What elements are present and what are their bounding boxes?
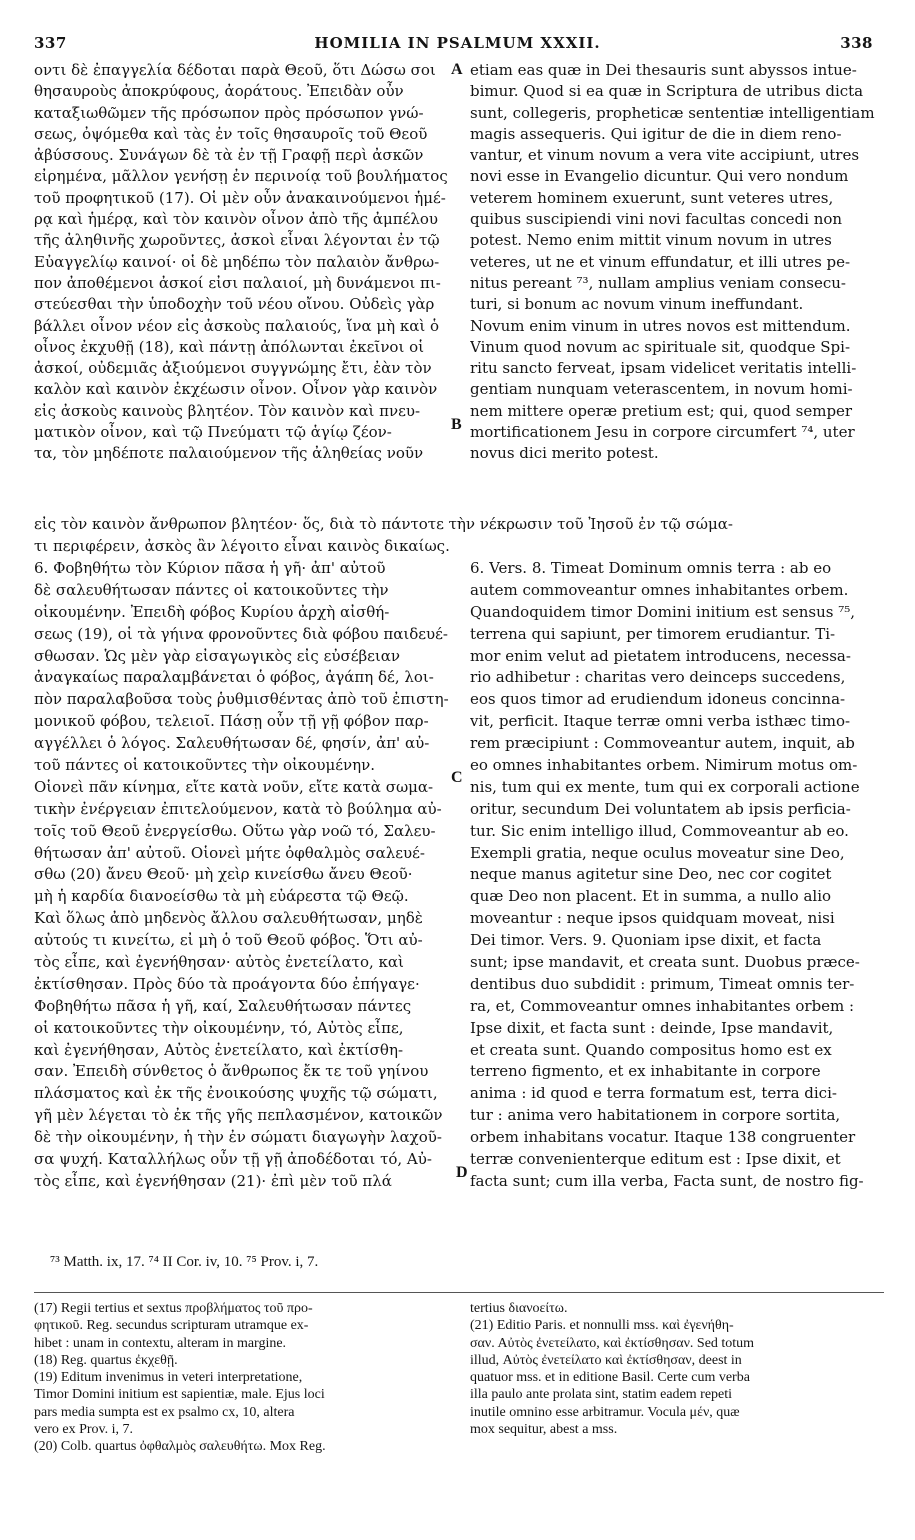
greek-bottom-line: δὲ τὴν οἰκουμένην, ἡ τὴν ἐν σώματι διαγωγὴν λαχοῦ- — [34, 1128, 442, 1147]
notes-left-line: (18) Reg. quartus ἐκχεθῇ. — [34, 1352, 178, 1368]
latin-bottom-line: rem præcipiunt : Commoveantur autem, inquit, ab — [470, 734, 855, 753]
latin-bottom-line: vit, perficit. Itaque terræ omni verba isthæc timo- — [470, 712, 851, 731]
greek-top-line: εἰς ἀσκοὺς καινοὺς βλητέον. Τὸν καινὸν καὶ πνευ- — [34, 401, 421, 420]
latin-bottom-line: 6. Vers. 8. Timeat Dominum omnis terra : ab eo — [470, 559, 832, 577]
latin-column-bottom — [470, 558, 882, 1193]
latin-bottom-line: Exempli gratia, neque oculus moveatur sine Deo, — [470, 843, 845, 862]
notes-left-line: (19) Editum invenimus in veteri interpretatione, — [34, 1370, 303, 1386]
greek-bottom-line: τὸς εἶπε, καὶ ἐγενήθησαν (21)· ἐπὶ μὲν τοῦ πλά — [34, 1171, 392, 1190]
greek-bottom-line: σεως (19), οἱ τὰ γήινα φρονοῦντες διὰ φόβου παιδευέ- — [34, 624, 449, 643]
notes-right-line: (21) Editio Paris. et nonnulli mss. καὶ ἐγενήθη- — [470, 1318, 734, 1334]
latin-top-line: potest. Nemo enim mittit vinum novum in utres — [470, 231, 832, 250]
greek-top-line: πον ἀποθέμενοι ἀσκοί εἰσι παλαιοί, μὴ δυνάμενοι πι- — [34, 273, 441, 292]
greek-bottom-line: πὸν παραλαβοῦσα τοὺς ῥυθμισθέντας ἀπὸ τοῦ ἐπιστη- — [34, 690, 449, 709]
greek-bottom-line: Οἱονεὶ πᾶν κίνημα, εἴτε κατὰ νοῦν, εἴτε κατὰ σωμα- — [34, 777, 434, 796]
latin-top-line: nitus pereant ⁷³, nullam amplius veniam consecu- — [470, 273, 846, 292]
greek-top-line: βάλλει οἶνον νέον εἰς ἀσκοὺς παλαιούς, ἵνα μὴ καὶ ὁ — [34, 316, 440, 335]
greek-top-line: τῆς ἀληθινῆς χωροῦντες, ἀσκοὶ εἶναι λέγονται ἐν τῷ — [34, 231, 440, 250]
footnotes-right — [470, 1300, 884, 1438]
greek-column-top — [34, 60, 462, 465]
left-page-number: 337 — [34, 34, 67, 52]
notes-right-line: tertius διανοείτω. — [470, 1301, 568, 1316]
latin-top-line: bimur. Quod si ea quæ in Scriptura de utribus dicta — [470, 82, 864, 101]
latin-top-line: mortificationem Jesu in corpore circumfert ⁷⁴, uter — [470, 423, 855, 442]
latin-top-line: sunt, collegeris, propheticæ sententiæ intelligentiam — [470, 103, 875, 122]
greek-top-line: οἶνος ἐκχυθῇ (18), καὶ πάντῃ ἀπόλωνται ἐκεῖνοι οἱ — [34, 337, 425, 356]
greek-top-line: σεως, ὀψόμεθα καὶ τὰς ἐν τοῖς θησαυροῖς τοῦ Θεοῦ — [34, 124, 428, 143]
greek-top-line: τοῦ προφητικοῦ (17). Οἱ μὲν οὖν ἀνακαινούμενοι ἡμέ- — [34, 188, 446, 207]
latin-bottom-line: et creata sunt. Quando compositus homo est ex — [470, 1040, 832, 1059]
greek-top-line: Εὐαγγελίῳ καινοί· οἱ δὲ μηδέπω τὸν παλαιὸν ἄνθρω- — [34, 252, 440, 271]
greek-bottom-line: 6. Φοβηθήτω τὸν Κύριον πᾶσα ἡ γῆ· ἀπ' αὐτοῦ — [34, 559, 386, 577]
margin-marker-c: C — [451, 769, 463, 786]
greek-bottom-line: αὐτούς τι κινείτω, εἰ μὴ ὁ τοῦ Θεοῦ φόβος. Ὅτι αὐ- — [34, 931, 423, 950]
latin-top-line: ritu sancto ferveat, ipsam videlicet veritatis intelli- — [470, 359, 857, 378]
latin-top-line: veteres, ut ne et vinum effundatur, et illi utres pe- — [470, 252, 851, 271]
greek-bottom-line: ἀναγκαίως παραλαμβάνεται ὁ φόβος, ἀγάπη δέ, λοι- — [34, 668, 434, 687]
margin-marker-a: A — [451, 61, 463, 78]
greek-bottom-line: αγγέλλει ὁ λόγος. Σαλευθήτωσαν δέ, φησίν, ἀπ' αὐ- — [34, 734, 430, 753]
latin-bottom-line: terræ convenienterque editum est : Ipse dixit, et — [470, 1150, 841, 1169]
latin-bottom-line: neque manus agitetur sine Deo, nec cor cogitet — [470, 865, 832, 884]
greek-bottom-line: καὶ ἐγενήθησαν, Αὐτὸς ἐνετείλατο, καὶ ἐκτίσθη- — [34, 1040, 404, 1059]
latin-bottom-line: Dei timor. Vers. 9. Quoniam ipse dixit, et facta — [470, 931, 822, 950]
greek-bottom-line: μὴ ἡ καρδία διανοείσθω τὰ μὴ εὐάρεστα τῷ Θεῷ. — [34, 887, 409, 906]
latin-bottom-line: quæ Deo non placent. Et in summa, a nullo alio — [470, 887, 832, 906]
greek-bottom-line: τικὴν ἐνέργειαν ἐπιτελούμενον, κατὰ τὸ βούλημα αὐ- — [34, 799, 442, 818]
latin-top-line: etiam eas quæ in Dei thesauris sunt abyssos intue- — [470, 61, 857, 79]
latin-bottom-line: tur : anima vero habitationem in corpore sortita, — [470, 1106, 841, 1125]
margin-marker-d: D — [456, 1164, 468, 1181]
greek-bottom-line: οἰκουμένην. Ἐπειδὴ φόβος Κυρίου ἀρχὴ αἰσθή- — [34, 602, 390, 621]
latin-bottom-line: terrena qui sapiunt, per timorem erudiantur. Ti- — [470, 624, 836, 643]
greek-bottom-line: θήτωσαν ἀπ' αὐτοῦ. Οἱονεὶ μήτε ὀφθαλμὸς σαλευέ- — [34, 843, 425, 862]
running-title: HOMILIA IN PSALMUM XXXII. — [314, 34, 601, 52]
notes-left-line: pars media sumpta est ex psalmo cx, 10, altera — [34, 1404, 295, 1420]
greek-bottom-line: σαν. Ἐπειδὴ σύνθετος ὁ ἄνθρωπος ἔκ τε τοῦ γηίνου — [34, 1062, 429, 1081]
greek-bottom-line: σθω (20) ἄνευ Θεοῦ· μὴ χεὶρ κινείσθω ἄνευ Θεοῦ· — [34, 865, 413, 884]
greek-top-line: ἀσκοί, οὐδεμιᾶς ἀξιούμενοι συγγνώμης ἔτι, ἐὰν τὸν — [34, 359, 432, 378]
greek-span-line: εἰς τὸν καινὸν ἄνθρωπον βλητέον· ὅς, διὰ τὸ πάντοτε τὴν νέκρωσιν τοῦ Ἰησοῦ ἐν τῷ σώμα- — [34, 515, 733, 533]
latin-bottom-line: oritur, secundum Dei voluntatem ab ipsis perficia- — [470, 799, 851, 818]
greek-bottom-line: οἱ κατοικοῦντες τὴν οἰκουμένην, τό, Αὐτὸς εἶπε, — [34, 1018, 404, 1037]
latin-top-line: novi esse in Evangelio dicuntur. Qui vero nondum — [470, 167, 849, 186]
latin-bottom-line: rio adhibetur : charitas vero deinceps succedens, — [470, 668, 846, 687]
right-page-number: 338 — [840, 34, 873, 52]
latin-bottom-line: eos quos timor ad erudiendum idoneus concinna- — [470, 690, 846, 709]
greek-top-line: καλὸν καὶ καινὸν ἐκχέωσιν οἶνον. Οἶνον γὰρ καινὸν — [34, 380, 438, 399]
latin-top-line: quibus suscipiendi vini novi facultas concedi non — [470, 210, 843, 229]
latin-bottom-line: terreno figmento, et ex inhabitante in corpore — [470, 1062, 821, 1081]
greek-top-line: θησαυροὺς ἀποκρύφους, ἀοράτους. Ἐπειδὰν οὖν — [34, 82, 404, 101]
footnotes-left — [34, 1300, 464, 1456]
greek-bottom-line: σθωσαν. Ὡς μὲν γὰρ εἰσαγωγικὸς εἰς εὐσέβειαν — [34, 646, 401, 665]
latin-bottom-line: Ipse dixit, et facta sunt : deinde, Ipse mandavit, — [470, 1018, 834, 1037]
latin-bottom-line: eo omnes inhabitantes orbem. Nimirum motus om- — [470, 756, 858, 775]
latin-bottom-line: moveantur : neque ipsos quidquam moveat, nisi — [470, 909, 835, 928]
notes-right-line: σαν. Αὐτὸς ἐνετείλατο, καὶ ἐκτίσθησαν. Sed totum — [470, 1335, 755, 1351]
latin-top-line: magis assequeris. Qui igitur de die in diem reno- — [470, 124, 842, 143]
margin-marker-b: B — [451, 416, 462, 433]
notes-left-line: (17) Regii tertius et sextus προβλήματος τοῦ προ- — [34, 1301, 313, 1316]
scripture-references: ⁷³ Matth. ix, 17. ⁷⁴ II Cor. iv, 10. ⁷⁵ Prov. i, 7. — [50, 1254, 319, 1270]
latin-bottom-line: orbem inhabitans vocatur. Itaque 138 congruenter — [470, 1128, 856, 1147]
greek-top-line: ρᾳ καὶ ἡμέρᾳ, καὶ τὸν καινὸν οἶνον ἀπὸ τῆς ἀμπέλου — [34, 210, 439, 229]
latin-column-top — [470, 60, 882, 465]
latin-bottom-line: facta sunt; cum illa verba, Facta sunt, de nostro fig- — [470, 1171, 864, 1190]
greek-bottom-line: δὲ σαλευθήτωσαν πάντες οἱ κατοικοῦντες τὴν — [34, 580, 389, 599]
notes-left-line: Timor Domini initium est sapientiæ, male. Ejus loci — [34, 1387, 325, 1403]
greek-column-bottom — [34, 558, 462, 1193]
greek-top-line: οντι δὲ ἐπαγγελία δέδοται παρὰ Θεοῦ, ὅτι Δώσω σοι — [34, 61, 436, 79]
notes-right-line: mox sequitur, abest a mss. — [470, 1422, 618, 1438]
greek-top-line: στεύεσθαι τὴν ὑποδοχὴν τοῦ νέου οἴνου. Οὐδεὶς γὰρ — [34, 295, 435, 314]
greek-spanning-lines — [34, 514, 884, 557]
notes-left-line: hibet : unam in contextu, alteram in margine. — [34, 1335, 287, 1351]
greek-bottom-line: σα ψυχή. Καταλλήλως οὖν τῇ γῇ ἀποδέδοται τό, Αὐ- — [34, 1150, 432, 1169]
latin-bottom-line: dentibus duo subdidit : primum, Timeat omnis ter- — [470, 974, 855, 993]
notes-right-line: illud, Αὐτὸς ἐνετείλατο καὶ ἐκτίσθησαν, deest in — [470, 1352, 742, 1368]
greek-bottom-line: γῆ μὲν λέγεται τὸ ἐκ τῆς γῆς πεπλασμένον, κατοικῶν — [34, 1106, 443, 1125]
latin-top-line: Novum enim vinum in utres novos est mittendum. — [470, 316, 851, 335]
latin-bottom-line: Quandoquidem timor Domini initium est sensus ⁷⁵, — [470, 602, 856, 621]
footnote-separator — [34, 1292, 884, 1293]
latin-top-line: turi, si bonum ac novum vinum ineffundant. — [470, 295, 804, 314]
latin-bottom-line: mor enim velut ad pietatem introducens, necessa- — [470, 646, 851, 665]
greek-bottom-line: Καὶ ὅλως ἀπὸ μηδενὸς ἄλλου σαλευθήτωσαν, μηδὲ — [34, 909, 423, 928]
latin-top-line: nem mittere operæ pretium est; qui, quod semper — [470, 401, 853, 420]
notes-left-line: vero ex Prov. i, 7. — [34, 1422, 134, 1438]
notes-right-line: inutile omnino esse arbitramur. Vocula μέν, quæ — [470, 1404, 740, 1420]
latin-bottom-line: sunt; ipse mandavit, et creata sunt. Duobus præce- — [470, 953, 860, 972]
latin-top-line: novus dici merito potest. — [470, 444, 659, 463]
latin-top-line: gentiam nunquam veterascentem, in novum homi- — [470, 380, 853, 399]
latin-bottom-line: tur. Sic enim intelligo illud, Commoveantur ab eo. — [470, 821, 849, 840]
greek-bottom-line: Φοβηθήτω πᾶσα ἡ γῆ, καί, Σαλευθήτωσαν πάντες — [34, 996, 412, 1015]
latin-bottom-line: anima : id quod e terra formatum est, terra dici- — [470, 1084, 837, 1103]
latin-bottom-line: nis, tum qui ex mente, tum qui ex corporali actione — [470, 777, 860, 796]
latin-top-line: veterem hominem exuerunt, sunt veteres utres, — [470, 188, 834, 207]
notes-right-line: quatuor mss. et in editione Basil. Certe cum verba — [470, 1370, 750, 1386]
notes-left-line: φητικοῦ. Reg. secundus scripturam utramque ex- — [34, 1318, 309, 1334]
greek-top-line: εἰρημένα, μᾶλλον γενήσῃ ἐν περινοίᾳ τοῦ βουλήματος — [34, 167, 448, 186]
greek-top-line: ἀβύσσους. Συνάγων δὲ τὰ ἐν τῇ Γραφῇ περὶ ἀσκῶν — [34, 146, 424, 165]
notes-left-line: (20) Colb. quartus ὀφθαλμὸς σαλευθήτω. Mox Reg. — [34, 1439, 326, 1455]
greek-bottom-line: τοῖς τοῦ Θεοῦ ἐνεργείσθω. Οὕτω γὰρ νοῶ τό, Σαλευ- — [34, 821, 436, 840]
greek-span-line: τι περιφέρειν, ἀσκὸς ἂν λέγοιτο εἶναι καινὸς δικαίως. — [34, 536, 450, 555]
latin-top-line: Vinum quod novum ac spirituale sit, quodque Spi- — [470, 337, 851, 356]
latin-bottom-line: ra, et, Commoveantur omnes inhabitantes orbem : — [470, 996, 855, 1015]
greek-bottom-line: τὸς εἶπε, καὶ ἐγενήθησαν· αὐτὸς ἐνετείλατο, καὶ — [34, 953, 404, 972]
latin-top-line: vantur, et vinum novum a vera vite accipiunt, utres — [470, 146, 860, 165]
latin-bottom-line: autem commoveantur omnes inhabitantes orbem. — [470, 580, 849, 599]
greek-top-line: ματικὸν οἶνον, καὶ τῷ Πνεύματι τῷ ἁγίῳ ζέον- — [34, 423, 392, 442]
greek-bottom-line: τοῦ πάντες οἱ κατοικοῦντες τὴν οἰκουμένην. — [34, 756, 375, 775]
greek-top-line: καταξιωθῶμεν τῆς πρόσωπον πρὸς πρόσωπον γνώ- — [34, 103, 424, 122]
notes-right-line: illa paulo ante prolata sint, statim eadem repeti — [470, 1387, 733, 1403]
greek-bottom-line: μονικοῦ φόβου, τελειοῖ. Πάσῃ οὖν τῇ γῇ φόβον παρ- — [34, 712, 429, 731]
greek-bottom-line: πλάσματος καὶ ἐκ τῆς ἐνοικούσης ψυχῆς τῷ σώματι, — [34, 1084, 438, 1103]
greek-bottom-line: ἐκτίσθησαν. Πρὸς δύο τὰ προάγοντα δύο ἐπήγαγε· — [34, 974, 420, 993]
greek-top-line: τα, τὸν μηδέποτε παλαιούμενον τῆς ἀληθείας νοῦν — [34, 444, 424, 463]
